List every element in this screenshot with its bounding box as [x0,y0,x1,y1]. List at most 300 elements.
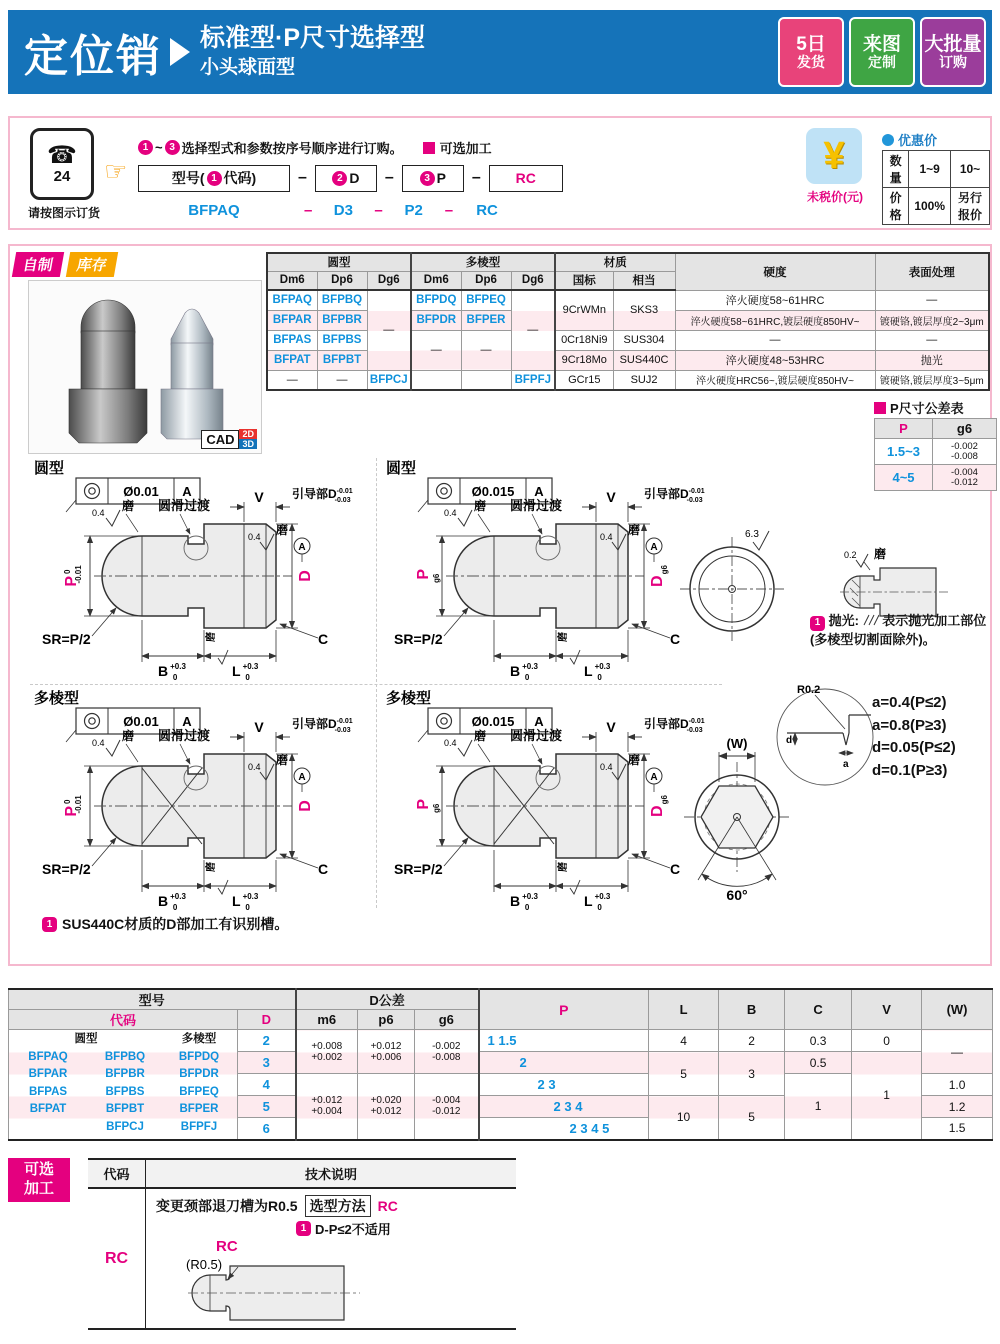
dash: – [444,202,454,219]
badge-text: 发货 [797,53,825,70]
cad-2d: 2D [239,429,257,439]
col-dm6: Dm6 [267,271,317,290]
grind-label: 磨 [122,729,135,743]
tol-upper: -0.002 [951,440,978,452]
finish-0-4: 0.4 [92,738,105,748]
optional-body [88,1189,516,1329]
price-header: 价格 [883,188,909,225]
d-value: 4 [238,1074,296,1096]
g6-header: g6 [415,1010,479,1030]
l-value: 10 [649,1096,719,1140]
finish-0-4: 0.4 [444,738,457,748]
b-header: B [719,989,785,1030]
sr-label: SR=P/2 [394,861,443,877]
badge-text: 5日 [796,33,826,55]
grind-label: 磨 [276,523,289,537]
model-code: BFPBT [317,350,367,370]
d-dim-label: d [786,735,793,746]
p-tolerance-title [874,398,964,417]
guide-label: 引导部$D^{-0.01}$ -0.03 [644,487,705,504]
b-value: 3 [719,1052,785,1096]
surface-value: 抛光 [875,350,989,370]
dash-cell: — [411,330,461,370]
d-value: 3 [238,1052,296,1074]
note-1-icon: 1 [810,616,825,631]
datum-a: A [650,542,658,553]
model-code: BFPAS [267,330,317,350]
v-dim-label: V [606,719,616,735]
round-col-header: 圆型 [74,1033,98,1045]
svg-text:磨: 磨 [206,632,217,642]
col-dg6: Dg6 [367,271,411,290]
optional-machining-label: 可选加工 [439,141,492,156]
badge-text: 订购 [939,53,967,70]
price-icon-box [806,128,862,184]
m6-tol: +0.012 +0.004 [296,1074,358,1140]
col-equiv: 相当 [613,271,675,290]
diagram-round-1 [30,458,378,686]
made-inhouse-badge: 自制 [12,252,64,277]
svg-text:磨: 磨 [558,632,569,642]
instruction-text: 选择型式和参数按序号顺序进行订购。 [181,141,403,156]
footnote-text: SUS440C材质的D部加工有识别槽。 [62,916,289,932]
a-dim-label: a [843,759,849,770]
material-table [266,252,990,391]
b-dim-label: B $^{+0.3}$ 0 [158,892,186,912]
formula-d1: d=0.05(P≤2) [872,739,956,756]
badge-text: 来图 [862,33,901,55]
badge-line-1: 可选 [23,1161,54,1178]
grind-bottom-label [556,862,569,872]
range-separator: ~ [155,140,163,155]
p-range: 1.5~3 [875,439,933,465]
desc-header: 技术说明 [304,1167,357,1182]
code-header: 代码 [88,1160,146,1187]
example-model: BFPAQ [188,202,240,219]
model-code: BFPBR [105,1068,145,1080]
smooth-transition-label: 圆滑过渡 [510,728,563,743]
rc-desc-line2 [296,1219,391,1238]
d-value: 5 [238,1096,296,1118]
pin-drawing [30,458,378,686]
sr-label: SR=P/2 [394,631,443,647]
cad-label: CAD [201,430,239,449]
rc-note-text: D-P≤2不适用 [315,1222,391,1237]
surface-header: 表面处理 [875,253,989,290]
model-code: BFPER [461,310,511,330]
formula-a1: a=0.4(P≤2) [872,694,947,711]
main-content-box [8,244,992,966]
col-dg6: Dg6 [511,271,555,290]
cad-badge [201,429,257,449]
diagram-title: 多棱型 [386,690,432,707]
group-round: 圆型 [267,253,411,271]
step-2-icon: 2 [332,171,347,186]
box-text: 型号( [171,170,205,186]
material-std: GCr15 [555,370,613,390]
p-dim-label [415,799,441,813]
datum-a: A [298,542,306,553]
sr-label: SR=P/2 [42,861,91,877]
l-value: 4 [649,1030,719,1052]
smooth-transition-label: 圆滑过渡 [510,498,563,513]
tolerance-value: Ø0.01 [123,484,159,499]
hardness-value: — [675,330,875,350]
blue-dot-icon [882,134,894,146]
arrow-right-icon [170,38,190,66]
c-value: 1 [785,1074,852,1140]
empty-cell [461,370,511,390]
discount-title-text: 优惠价 [898,133,938,148]
l-dim-label: L $^{+0.3}$ 0 [584,662,611,682]
diagram-title: 多棱型 [34,690,80,707]
page-subtitle-2: 小头球面型 [200,57,296,79]
grind-bottom-label [556,632,569,642]
finish-0-4: 0.4 [444,508,457,518]
model-code: BFPBS [105,1085,145,1098]
badge-custom-drawing [849,17,915,87]
qty-range-2: 10~ [951,151,990,188]
tolerance-value: Ø0.015 [471,484,515,499]
v-value: 1 [852,1052,922,1140]
angle-60-label: 60° [726,887,748,903]
d-value: 6 [238,1118,296,1140]
datum-ref: A [182,484,192,499]
note-1-icon: 1 [296,1221,311,1236]
guide-label: 引导部$D^{-0.01}$ -0.03 [292,487,353,504]
b-value: 5 [719,1096,785,1140]
b-dim-label: B $^{+0.3}$ 0 [158,662,186,682]
model-code: BFPEQ [461,290,511,310]
magenta-square-icon [423,142,435,154]
surface-value: — [875,330,989,350]
formula-d2: d=0.1(P≥3) [872,761,948,779]
pin-drawing [30,688,378,916]
step-1-icon: 1 [207,171,222,186]
badge-text: 大批量 [924,33,982,55]
dash-cell: — [511,290,555,370]
tolerance-value: Ø0.015 [471,714,515,729]
page-title: 定位销 [24,32,162,81]
finish-0-4: 0.4 [248,532,261,542]
guide-label: 引导部$D^{-0.01}$ -0.03 [292,717,353,734]
qty-range-1: 1~9 [909,151,951,188]
p-header: P [875,419,933,439]
w-dim-label: (W) [726,736,748,751]
svg-text:D: D [297,800,314,812]
svg-text:P0-0.01: $P^0$ -0.01 [63,565,83,587]
g6-tol: -0.002 -0.008 [415,1030,479,1074]
diagram-title: 圆型 [386,460,417,477]
svg-text:P0-0.01: $P^0$ -0.01 [63,795,83,817]
dash-cell: — [267,370,317,390]
svg-text:Dg6: $D_{g6}$ [649,565,669,587]
l-dim-label: L $^{+0.3}$ 0 [232,662,259,682]
badge-5day-shipping [778,17,844,87]
diagram-title: 圆型 [34,460,65,477]
product-photo [28,280,262,454]
p-values: 2 [479,1052,649,1074]
hardness-value: 淬火硬度58~61HRC,镀层硬度850HV~ [675,310,875,330]
model-code [9,1119,87,1137]
dash-cell: — [461,330,511,370]
grind-label: 磨 [628,523,641,537]
r05-callout: (R0.5) [186,1257,223,1272]
c-value: 0.3 [785,1030,852,1052]
phone-24-label: 24 [53,167,71,185]
dtol-header: D公差 [296,989,479,1010]
model-code: BFPAT [267,350,317,370]
polish-note-body: 表示抛光加工部位(多棱型切割面除外)。 [810,613,987,647]
p-tolerance-table [874,418,997,491]
smooth-transition-label: 圆滑过渡 [158,728,211,743]
tolerance-value: Ø0.01 [123,714,159,729]
discount-title [882,130,937,149]
grind-label: 磨 [874,547,887,561]
tol-lower: -0.008 [951,450,978,462]
selection-method-box: 选型方法 [305,1195,371,1217]
model-code: BFPEQ [179,1085,219,1098]
m6-tol: +0.008 +0.002 [296,1030,358,1074]
model-code: BFPCJ [106,1120,144,1133]
v-header: V [852,989,922,1030]
p-values: 1 1.5 [479,1030,649,1052]
grind-bottom-label [204,862,217,872]
d-dim-label [297,570,314,582]
l-dim-label: L $^{+0.3}$ 0 [232,892,259,912]
model-code: BFPBQ [104,1050,146,1063]
guide-label: 引导部$D^{-0.01}$ -0.03 [644,717,705,734]
surface-value: 镀硬铬,镀层厚度3~5μm [875,370,989,390]
step-3-icon: 3 [165,140,180,155]
p-tolerance-title-text: P尺寸公差表 [890,401,964,416]
model-code: BFPBT [105,1103,145,1115]
tol-lower: -0.012 [951,476,978,488]
example-rc: RC [476,202,498,219]
p-range: 4~5 [875,465,933,491]
finish-0-2: 0.2 [844,550,857,560]
col-std: 国标 [555,271,613,290]
model-code: BFPFJ [511,370,555,390]
material-std: 9Cr18Mo [555,350,613,370]
material-equiv: SUJ2 [613,370,675,390]
datum-ref: A [534,714,544,729]
p6-header: p6 [358,1010,415,1030]
model-code: BFPBQ [317,290,367,310]
untaxed-price-label: 未税价(元) [807,190,863,204]
model-code: BFPAQ [267,290,317,310]
model-header: 型号 [9,989,296,1010]
dash: – [384,169,394,186]
model-code: BFPFJ [180,1120,218,1133]
price-1: 100% [909,188,951,225]
material-std: 9CrWMn [555,290,613,330]
qty-header: 数量 [883,151,909,188]
finish-0-4: 0.4 [600,532,613,542]
badge-line-2: 加工 [23,1179,54,1197]
shiny-steel-pin [161,309,223,439]
c-dim-label: C [670,631,681,647]
optional-header-row [88,1160,516,1189]
box-text: RC [515,170,536,186]
finish-0-4: 0.4 [92,508,105,518]
grind-label: 磨 [628,753,641,767]
c-value: 0.5 [785,1052,852,1074]
dash: – [298,169,307,186]
p6-tol: +0.012 +0.006 [358,1030,415,1074]
w-value: 1.2 [922,1096,993,1118]
model-code: BFPDQ [411,290,461,310]
code-grid [9,1031,237,1136]
grind-bottom-label [204,632,217,642]
group-poly: 多棱型 [411,253,555,271]
b-value: 2 [719,1030,785,1052]
dash: – [304,202,313,219]
w-header: (W) [922,989,993,1030]
footnote [42,914,288,934]
v-value: 0 [852,1030,922,1052]
svg-text:Dg6: $D_{g6}$ [649,795,669,817]
example-d: D3 [333,202,353,219]
tol-upper: -0.004 [951,466,978,478]
w-value: — [922,1030,993,1074]
code-header: 代码 [9,1010,238,1030]
hardness-value: 淬火硬度HRC56~,镀层硬度850HV~ [675,370,875,390]
order-example [138,202,507,219]
svg-text:Pg6: Pg6 [415,569,441,583]
grind-label: 磨 [122,499,135,513]
smooth-transition-label: 圆滑过渡 [158,498,211,513]
model-code: BFPAQ [28,1050,68,1063]
page-subtitle-1: 标准型·P尺寸选择型 [200,23,426,52]
rc-desc-line1 [156,1195,398,1217]
r02-label: R0.2 [797,684,821,696]
badge-text: 定制 [868,53,896,70]
finish-0-4: 0.4 [600,762,613,772]
p-values: 2 3 [479,1074,649,1096]
in-stock-badge: 库存 [66,252,118,277]
material-equiv: SKS3 [613,290,675,330]
p-header: P [479,989,649,1030]
rc-pin-drawing [164,1237,424,1329]
model-code: BFPDQ [178,1050,220,1063]
rc-desc-text: 变更颈部退刀槽为R0.5 [156,1198,298,1214]
optional-machining-table [88,1158,516,1330]
ad-formulas [872,692,956,782]
model-code-box [138,165,290,192]
w-value: 1.5 [922,1118,993,1140]
cad-3d: 3D [239,439,257,449]
round-end-view [657,509,807,659]
datum-ref: A [534,484,544,499]
model-code: BFPAR [267,310,317,330]
m6-header: m6 [296,1010,358,1030]
v-dim-label: V [254,719,264,735]
col-dm6: Dm6 [411,271,461,290]
grind-label: 磨 [276,753,289,767]
spec-table [8,988,993,1141]
svg-text:磨: 磨 [558,862,569,872]
l-header: L [649,989,719,1030]
svg-text:D: D [297,570,314,582]
c-dim-label: C [318,861,329,877]
rc-code: RC [88,1189,146,1329]
code-grid-cell [9,1030,238,1140]
d-code-box [315,165,377,192]
ordering-section [8,116,992,230]
hardness-value: 淬火硬度58~61HRC [675,290,875,310]
empty-cell [411,370,461,390]
divider [376,458,377,908]
polish-note-head: 抛光: [828,613,859,628]
material-equiv: SUS304 [613,330,675,350]
step-1-icon: 1 [138,140,153,155]
c-dim-label: C [318,631,329,647]
material-std: 0Cr18Ni9 [555,330,613,350]
g6-tol: -0.004 -0.012 [415,1074,479,1140]
model-code: BFPDR [411,310,461,330]
p-values: 2 3 4 [479,1096,649,1118]
finish-0-4: 0.4 [248,762,261,772]
svg-text:Pg6: Pg6 [415,799,441,813]
rc-code-box [489,165,563,192]
step-3-icon: 3 [420,171,435,186]
dash-cell: — [367,290,411,370]
selection-code: RC [377,1198,398,1214]
model-code: BFPBS [317,330,367,350]
phone-24h-icon [30,128,94,200]
magenta-square-icon [874,402,886,414]
model-code: BFPAR [28,1068,68,1080]
box-text: 代码) [223,170,257,186]
p-dim-label [63,795,83,817]
grind-label: 磨 [474,499,487,513]
datum-a: A [650,772,658,783]
pointing-hand-icon: ☞ [104,156,128,186]
telephone-icon: ☎ [47,141,77,169]
pins-photo-art [29,281,261,453]
p-dim-label [63,565,83,587]
hardness-header: 硬度 [675,253,875,290]
discount-table [882,150,990,225]
material-equiv: SUS440C [613,350,675,370]
poly-col-header: 多棱型 [181,1033,217,1045]
polish-note [810,612,998,650]
yen-icon: ¥ [823,134,845,177]
col-dp6: Dp6 [461,271,511,290]
hardness-value: 淬火硬度48~53HRC [675,350,875,370]
group-material: 材质 [555,253,675,271]
model-code: BFPCJ [367,370,411,390]
p6-tol: +0.020 +0.012 [358,1074,415,1140]
optional-machining-badge [8,1158,70,1202]
finish-6-3: 6.3 [745,529,759,540]
b-dim-label: B $^{+0.3}$ 0 [510,662,538,682]
v-dim-label: V [254,489,264,505]
dash: – [471,169,481,186]
v-dim-label: V [606,489,616,505]
model-code: BFPAS [28,1085,68,1098]
model-code: BFPBR [317,310,367,330]
d-dim-label [297,800,314,812]
b-dim-label: B $^{+0.3}$ 0 [510,892,538,912]
model-code: BFPAT [29,1103,67,1115]
c-header: C [785,989,852,1030]
header-badges [778,17,986,87]
diagram-poly-1 [30,688,378,916]
c-dim-label: C [670,861,681,877]
p-code-box [402,165,464,192]
